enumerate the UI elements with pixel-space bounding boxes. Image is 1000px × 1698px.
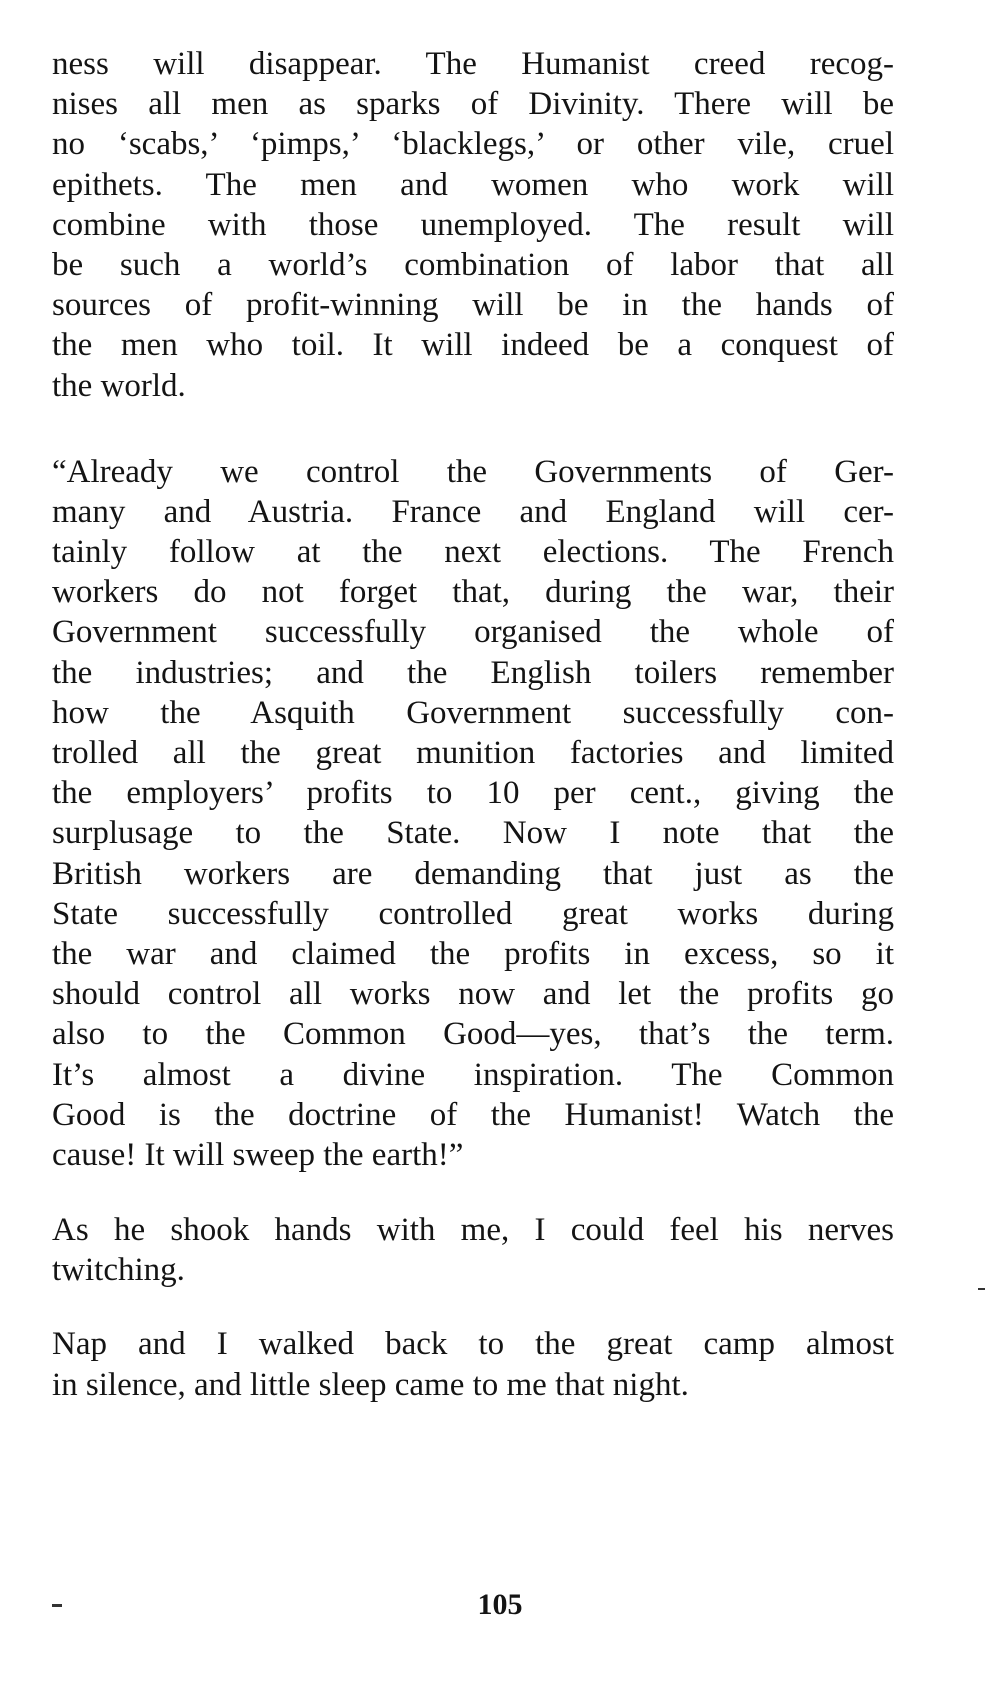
page-body: [52, 44, 894, 1405]
text-line: trolled all the great munition factories and limited: [52, 735, 894, 771]
scan-speck-mark: [978, 1288, 985, 1290]
text-line: workers do not forget that, during the war, their: [52, 574, 894, 611]
text-line: combine with those unemployed. The result will: [52, 206, 894, 243]
text-line: cause! It will sweep the earth!”: [52, 1136, 464, 1173]
text-line: should control all works now and let the profits go: [52, 976, 894, 1013]
text-line: the industries; and the English toilers remember: [52, 654, 894, 691]
text-line: in silence, and little sleep came to me that night.: [52, 1366, 689, 1403]
text-line: tainly follow at the next elections. The French: [52, 534, 894, 571]
page-number: 105: [477, 1588, 523, 1621]
text-line: the employers’ profits to 10 per cent., giving the: [52, 775, 894, 812]
text-line: no ‘scabs,’ ‘pimps,’ ‘blacklegs,’ or other vile, cruel: [52, 126, 894, 163]
text-line: many and Austria. France and England will cer-: [52, 493, 894, 530]
text-line: how the Asquith Government successfully con-: [52, 694, 894, 731]
text-line: the world.: [52, 367, 186, 404]
text-line: the men who toil. It will indeed be a conquest of: [52, 327, 894, 364]
text-line: Nap and I walked back to the great camp almost: [52, 1326, 894, 1363]
text-line: Good is the doctrine of the Humanist! Watch the: [52, 1096, 894, 1133]
text-line: nises all men as sparks of Divinity. There will be: [52, 86, 894, 123]
text-line: the war and claimed the profits in excess, so it: [52, 935, 894, 972]
paragraph-spacer: [52, 1175, 894, 1210]
paragraph-4: [52, 1324, 894, 1404]
text-line: State successfully controlled great works during: [52, 895, 894, 932]
text-line: Government successfully organised the whole of: [52, 614, 894, 651]
text-line: be such a world’s combination of labor that all: [52, 246, 894, 283]
paragraph-3: [52, 1210, 894, 1290]
paragraph-1: [52, 44, 894, 406]
text-line: twitching.: [52, 1252, 185, 1289]
text-line: sources of profit-winning will be in the hands of: [52, 287, 894, 324]
paragraph-2: [52, 452, 894, 1175]
text-line: British workers are demanding that just as the: [52, 855, 894, 892]
text-line: As he shook hands with me, I could feel his nerves: [52, 1212, 894, 1249]
text-line: epithets. The men and women who work will: [52, 166, 894, 203]
text-line: surplusage to the State. Now I note that the: [52, 815, 894, 852]
text-line: “Already we control the Governments of Ger-: [52, 453, 894, 490]
text-line: also to the Common Good—yes, that’s the term.: [52, 1016, 894, 1053]
paragraph-spacer: [52, 1290, 894, 1324]
text-line: It’s almost a divine inspiration. The Common: [52, 1056, 894, 1093]
paragraph-spacer: [52, 406, 894, 452]
text-line: ness will disappear. The Humanist creed recog-: [52, 46, 894, 82]
